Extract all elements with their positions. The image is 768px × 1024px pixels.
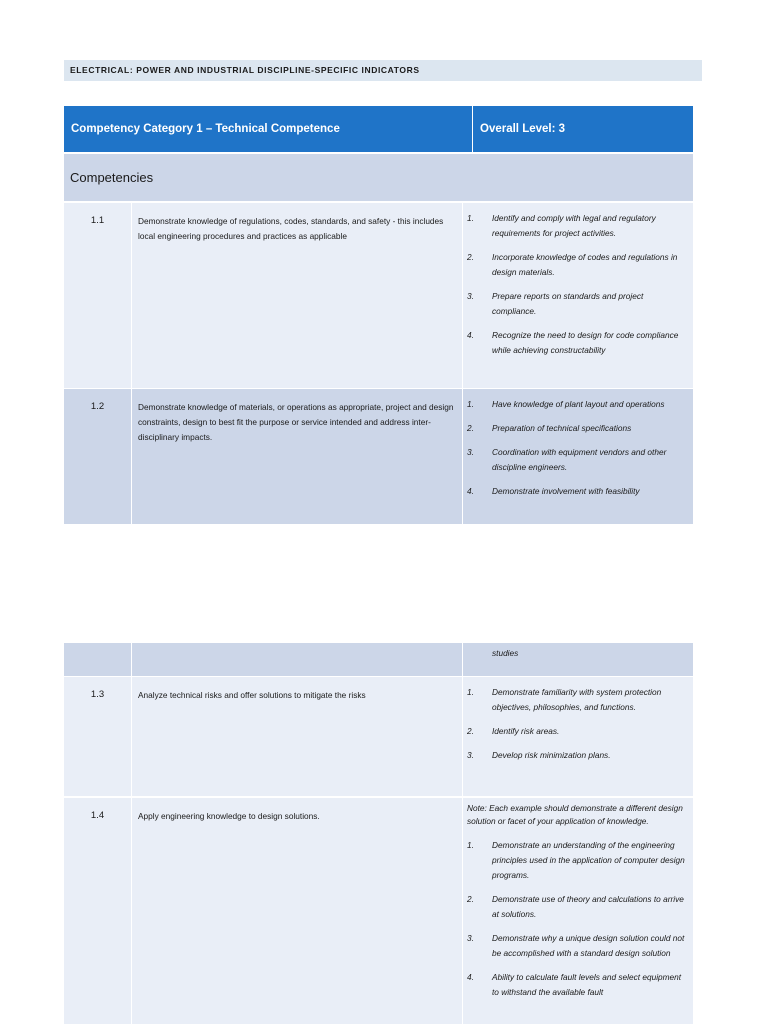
competency-table-2 (64, 643, 693, 1024)
table-row (64, 203, 693, 388)
table-row (64, 389, 693, 524)
competency-table-1 (64, 106, 693, 524)
indicator-item: 4. Ability to calculate fault levels and select equipment to withstand the available fault (467, 972, 682, 997)
indicator-list (463, 389, 693, 524)
table-row-continued (64, 643, 693, 676)
indicator-item: 1. Demonstrate an understanding of the engineering principles used in the application of computer design programs. (467, 840, 685, 880)
page-header: ELECTRICAL: POWER AND INDUSTRIAL DISCIPLINE-SPECIFIC INDICATORS (64, 60, 702, 81)
indicator-item: 1. Have knowledge of plant layout and operations (467, 399, 665, 409)
competency-number: 1.1 (64, 203, 132, 388)
header-category: Competency Category 1 – Technical Competence (64, 106, 473, 152)
indicator-item: 3. Prepare reports on standards and project compliance. (467, 291, 644, 316)
competency-description: Demonstrate knowledge of regulations, codes, standards, and safety - this includes local engineering procedures and practices as applicable (132, 203, 463, 388)
competency-description: Analyze technical risks and offer solutions to mitigate the risks (132, 677, 463, 796)
indicator-item: 2. Incorporate knowledge of codes and regulations in design materials. (467, 252, 678, 277)
indicator-note: Note: Each example should demonstrate a different design solution or facet of your application of knowledge. (467, 803, 683, 826)
indicator-item: 3. Coordination with equipment vendors and other discipline engineers. (467, 447, 667, 472)
competency-number: 1.3 (64, 677, 132, 796)
indicator-item: 4. Demonstrate involvement with feasibility (467, 486, 640, 496)
indicator-item: 2. Identify risk areas. (467, 726, 560, 736)
table-row (64, 677, 693, 796)
competency-description: Demonstrate knowledge of materials, or operations as appropriate, project and design constraints, design to best fit the purpose or service intended and address inter-disciplinary impacts. (132, 389, 463, 524)
competencies-label: Competencies (64, 154, 693, 201)
indicator-item: 2. Preparation of technical specifications (467, 423, 632, 433)
competency-number: 1.2 (64, 389, 132, 524)
indicator-list (463, 677, 693, 796)
continued-indicator-text: studies (492, 648, 519, 658)
indicator-item: 3. Develop risk minimization plans. (467, 750, 611, 760)
header-overall-level: Overall Level: 3 (473, 106, 693, 152)
indicator-item: 2. Demonstrate use of theory and calculations to arrive at solutions. (467, 894, 684, 919)
indicator-item: 3. Demonstrate why a unique design solution could not be accomplished with a standard design solution (467, 933, 685, 958)
indicator-list (463, 798, 693, 1024)
competency-number: 1.4 (64, 798, 132, 1024)
competency-description: Apply engineering knowledge to design solutions. (132, 798, 463, 1024)
indicator-item: 1. Demonstrate familiarity with system protection objectives, philosophies, and functions. (467, 687, 662, 712)
indicator-item: 4. Recognize the need to design for code compliance while achieving constructability (467, 330, 679, 355)
table-row (64, 798, 693, 1024)
indicator-list (463, 203, 693, 388)
indicator-item: 1. Identify and comply with legal and regulatory requirements for project activities. (467, 213, 656, 238)
